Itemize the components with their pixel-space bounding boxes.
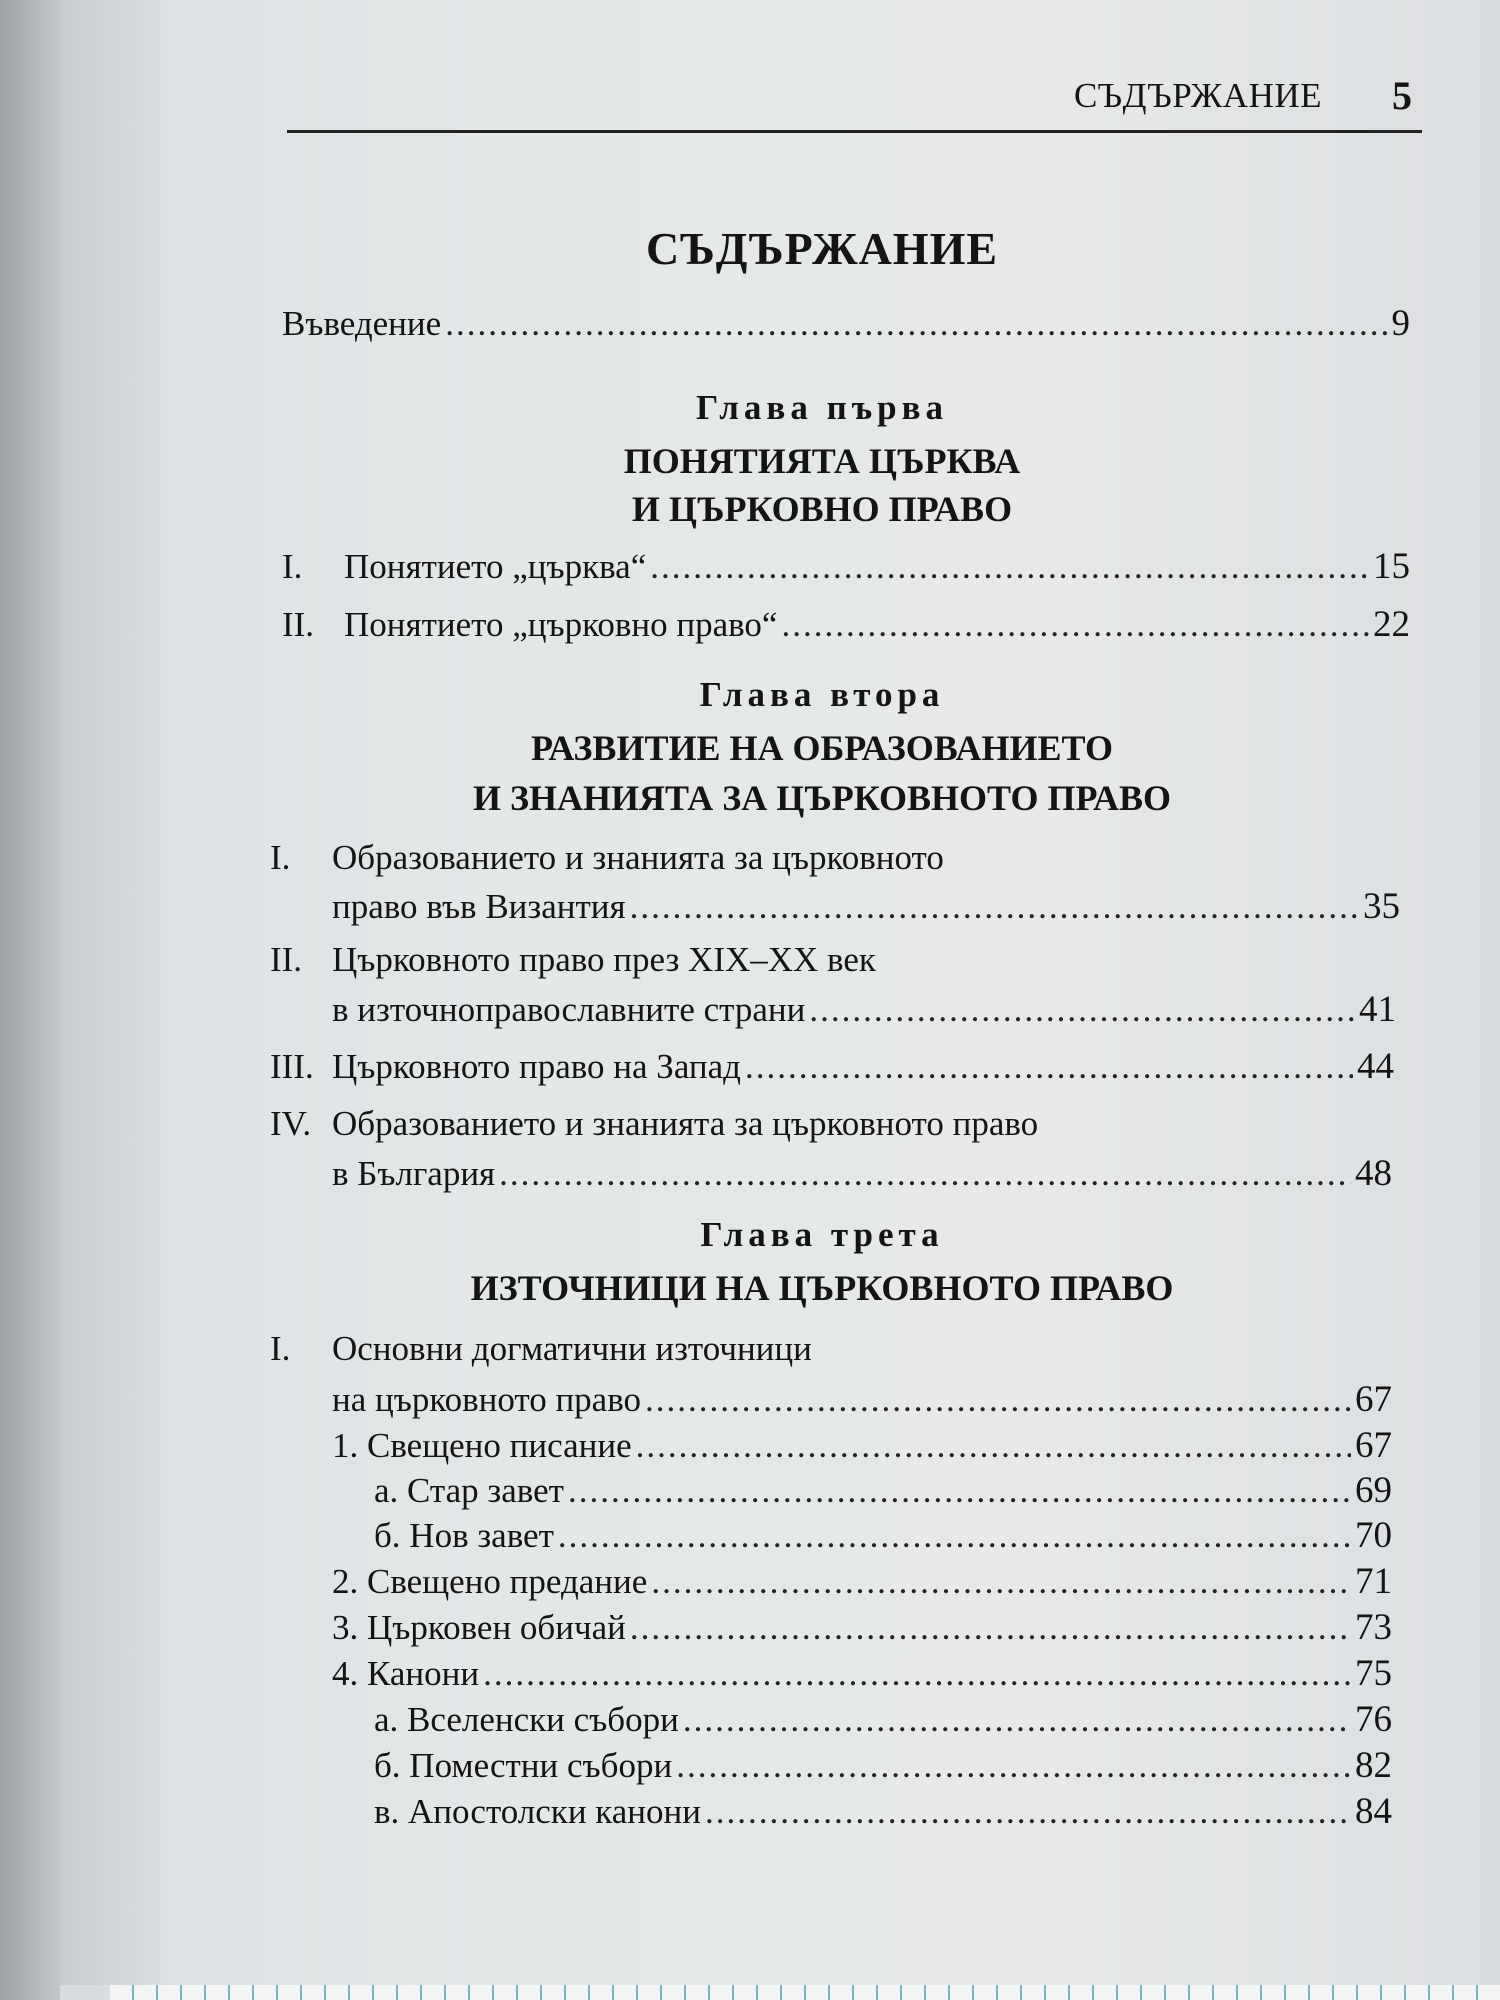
toc-entry-first-line [270, 938, 876, 982]
toc-entry-page: 9 [1391, 303, 1410, 344]
toc-entry-page: 69 [1355, 1470, 1392, 1511]
chapter-1-title-line-2: И ЦЪРКОВНО ПРАВО [631, 489, 1013, 529]
toc-entry-number: II. [270, 940, 303, 979]
toc-entry-text: б. Поместни събори [374, 1746, 673, 1785]
leader-dots [745, 1045, 1353, 1089]
toc-entry-text: в. Апостолски канони [374, 1792, 701, 1831]
toc-entry [374, 1790, 1392, 1834]
toc-entry-page: 71 [1355, 1561, 1392, 1602]
toc-entry-page: 70 [1355, 1515, 1392, 1556]
chapter-3-title-line-1: ИЗТОЧНИЦИ НА ЦЪРКОВНОТО ПРАВО [470, 1268, 1174, 1308]
toc-entry-page: 35 [1363, 886, 1400, 927]
leader-dots [781, 603, 1369, 647]
toc-entry-text: Образованието и знанията за църковното право [332, 1104, 1039, 1143]
toc-entry-text: а. Вселенски събори [374, 1700, 679, 1739]
toc-entry-text: Образованието и знанията за църковното [332, 838, 944, 877]
toc-entry-text: Основни догматични източници [332, 1329, 812, 1368]
leader-dots [630, 1606, 1351, 1650]
toc-entry [374, 1514, 1392, 1558]
chapter-1-title-line-1: ПОНЯТИЯТА ЦЪРКВА [623, 441, 1021, 481]
toc-entry-number: II. [282, 605, 315, 644]
leader-dots [809, 988, 1355, 1032]
toc-entry-text: 2. Свещено предание [332, 1562, 648, 1601]
toc-entry [374, 1698, 1392, 1742]
toc-entry-text: Църковното право през XIX–XX век [332, 940, 876, 979]
leader-dots [568, 1469, 1351, 1513]
toc-entry [332, 1424, 1392, 1468]
toc-entry-text: в източноправославните страни [332, 990, 806, 1029]
running-head [287, 70, 1422, 133]
toc-entry-page: 75 [1355, 1653, 1392, 1694]
leader-dots [483, 1652, 1351, 1696]
toc-entry-number: I. [282, 547, 303, 586]
leader-dots [650, 545, 1369, 589]
toc-entry-text: а. Стар завет [374, 1471, 564, 1510]
leader-dots [636, 1424, 1351, 1468]
toc-entry-number: I. [270, 838, 291, 877]
toc-entry [332, 1652, 1392, 1696]
toc-entry-first-line [270, 1102, 1038, 1146]
leader-dots [445, 302, 1387, 346]
toc-entry [332, 1606, 1392, 1650]
toc-entry-text: Църковното право на Запад [332, 1047, 741, 1086]
toc-entry [332, 885, 1400, 929]
leader-dots [558, 1514, 1351, 1558]
leader-dots [630, 885, 1359, 929]
chapter-2-label: Глава втора [699, 675, 945, 714]
chapter-3-label: Глава трета [700, 1215, 944, 1254]
toc-entry-text: 3. Църковен обичай [332, 1608, 626, 1647]
toc-entry-page: 82 [1355, 1745, 1392, 1786]
toc-entry [374, 1744, 1392, 1788]
leader-dots [705, 1790, 1351, 1834]
toc-entry [332, 1378, 1392, 1422]
leader-dots [645, 1378, 1351, 1422]
toc-entry-page: 15 [1373, 546, 1410, 587]
leader-dots [651, 1560, 1351, 1604]
toc-entry-text: Понятието „църква“ [344, 547, 647, 586]
toc-entry-page: 73 [1355, 1607, 1392, 1648]
book-page [60, 0, 1480, 1985]
toc-entry [270, 1045, 1394, 1089]
toc-entry [282, 545, 1410, 589]
toc-entry [332, 1152, 1392, 1196]
toc-entry-text: б. Нов завет [374, 1516, 554, 1555]
toc-entry-text: право във Византия [332, 887, 626, 926]
toc-entry-text: в България [332, 1154, 496, 1193]
toc-entry-text: Понятието „църковно право“ [344, 605, 778, 644]
toc-entry-first-line [270, 836, 944, 880]
toc-entry [374, 1469, 1392, 1513]
toc-entry-page: 48 [1355, 1153, 1392, 1194]
toc-entry [282, 603, 1410, 647]
page-content [222, 0, 1422, 1985]
toc-entry-text: 4. Канони [332, 1654, 480, 1693]
toc-entry-number: I. [270, 1329, 291, 1368]
chapter-2-title-line-2: И ЗНАНИЯТА ЗА ЦЪРКОВНОТО ПРАВО [473, 778, 1171, 818]
toc-entry-intro [282, 302, 1410, 346]
toc-entry-number: III. [270, 1047, 314, 1086]
leader-dots [499, 1152, 1351, 1196]
next-page-edge [110, 1985, 1500, 2000]
leader-dots [676, 1744, 1351, 1788]
leader-dots [683, 1698, 1351, 1742]
book-gutter-edge [0, 0, 60, 2000]
running-head-title: СЪДЪРЖАНИЕ [1074, 76, 1322, 115]
toc-entry-page: 67 [1355, 1425, 1392, 1466]
toc-entry-page: 67 [1355, 1379, 1392, 1420]
toc-entry-number: IV. [270, 1104, 312, 1143]
toc-entry [332, 988, 1396, 1032]
toc-entry-first-line [270, 1327, 812, 1371]
toc-entry-page: 76 [1355, 1699, 1392, 1740]
toc-entry-page: 44 [1357, 1046, 1394, 1087]
toc-entry-page: 22 [1373, 604, 1410, 645]
toc-entry-text: на църковното право [332, 1380, 642, 1419]
toc-entry-page: 41 [1359, 989, 1396, 1030]
chapter-2-title-line-1: РАЗВИТИЕ НА ОБРАЗОВАНИЕТО [530, 728, 1114, 768]
toc-entry [332, 1560, 1392, 1604]
page-number: 5 [1392, 73, 1412, 118]
toc-entry-text: Въведение [282, 304, 442, 343]
toc-entry-text: 1. Свещено писание [332, 1426, 632, 1465]
chapter-1-label: Глава първа [695, 388, 949, 427]
toc-entry-page: 84 [1355, 1791, 1392, 1832]
page-title: СЪДЪРЖАНИЕ [645, 223, 999, 274]
